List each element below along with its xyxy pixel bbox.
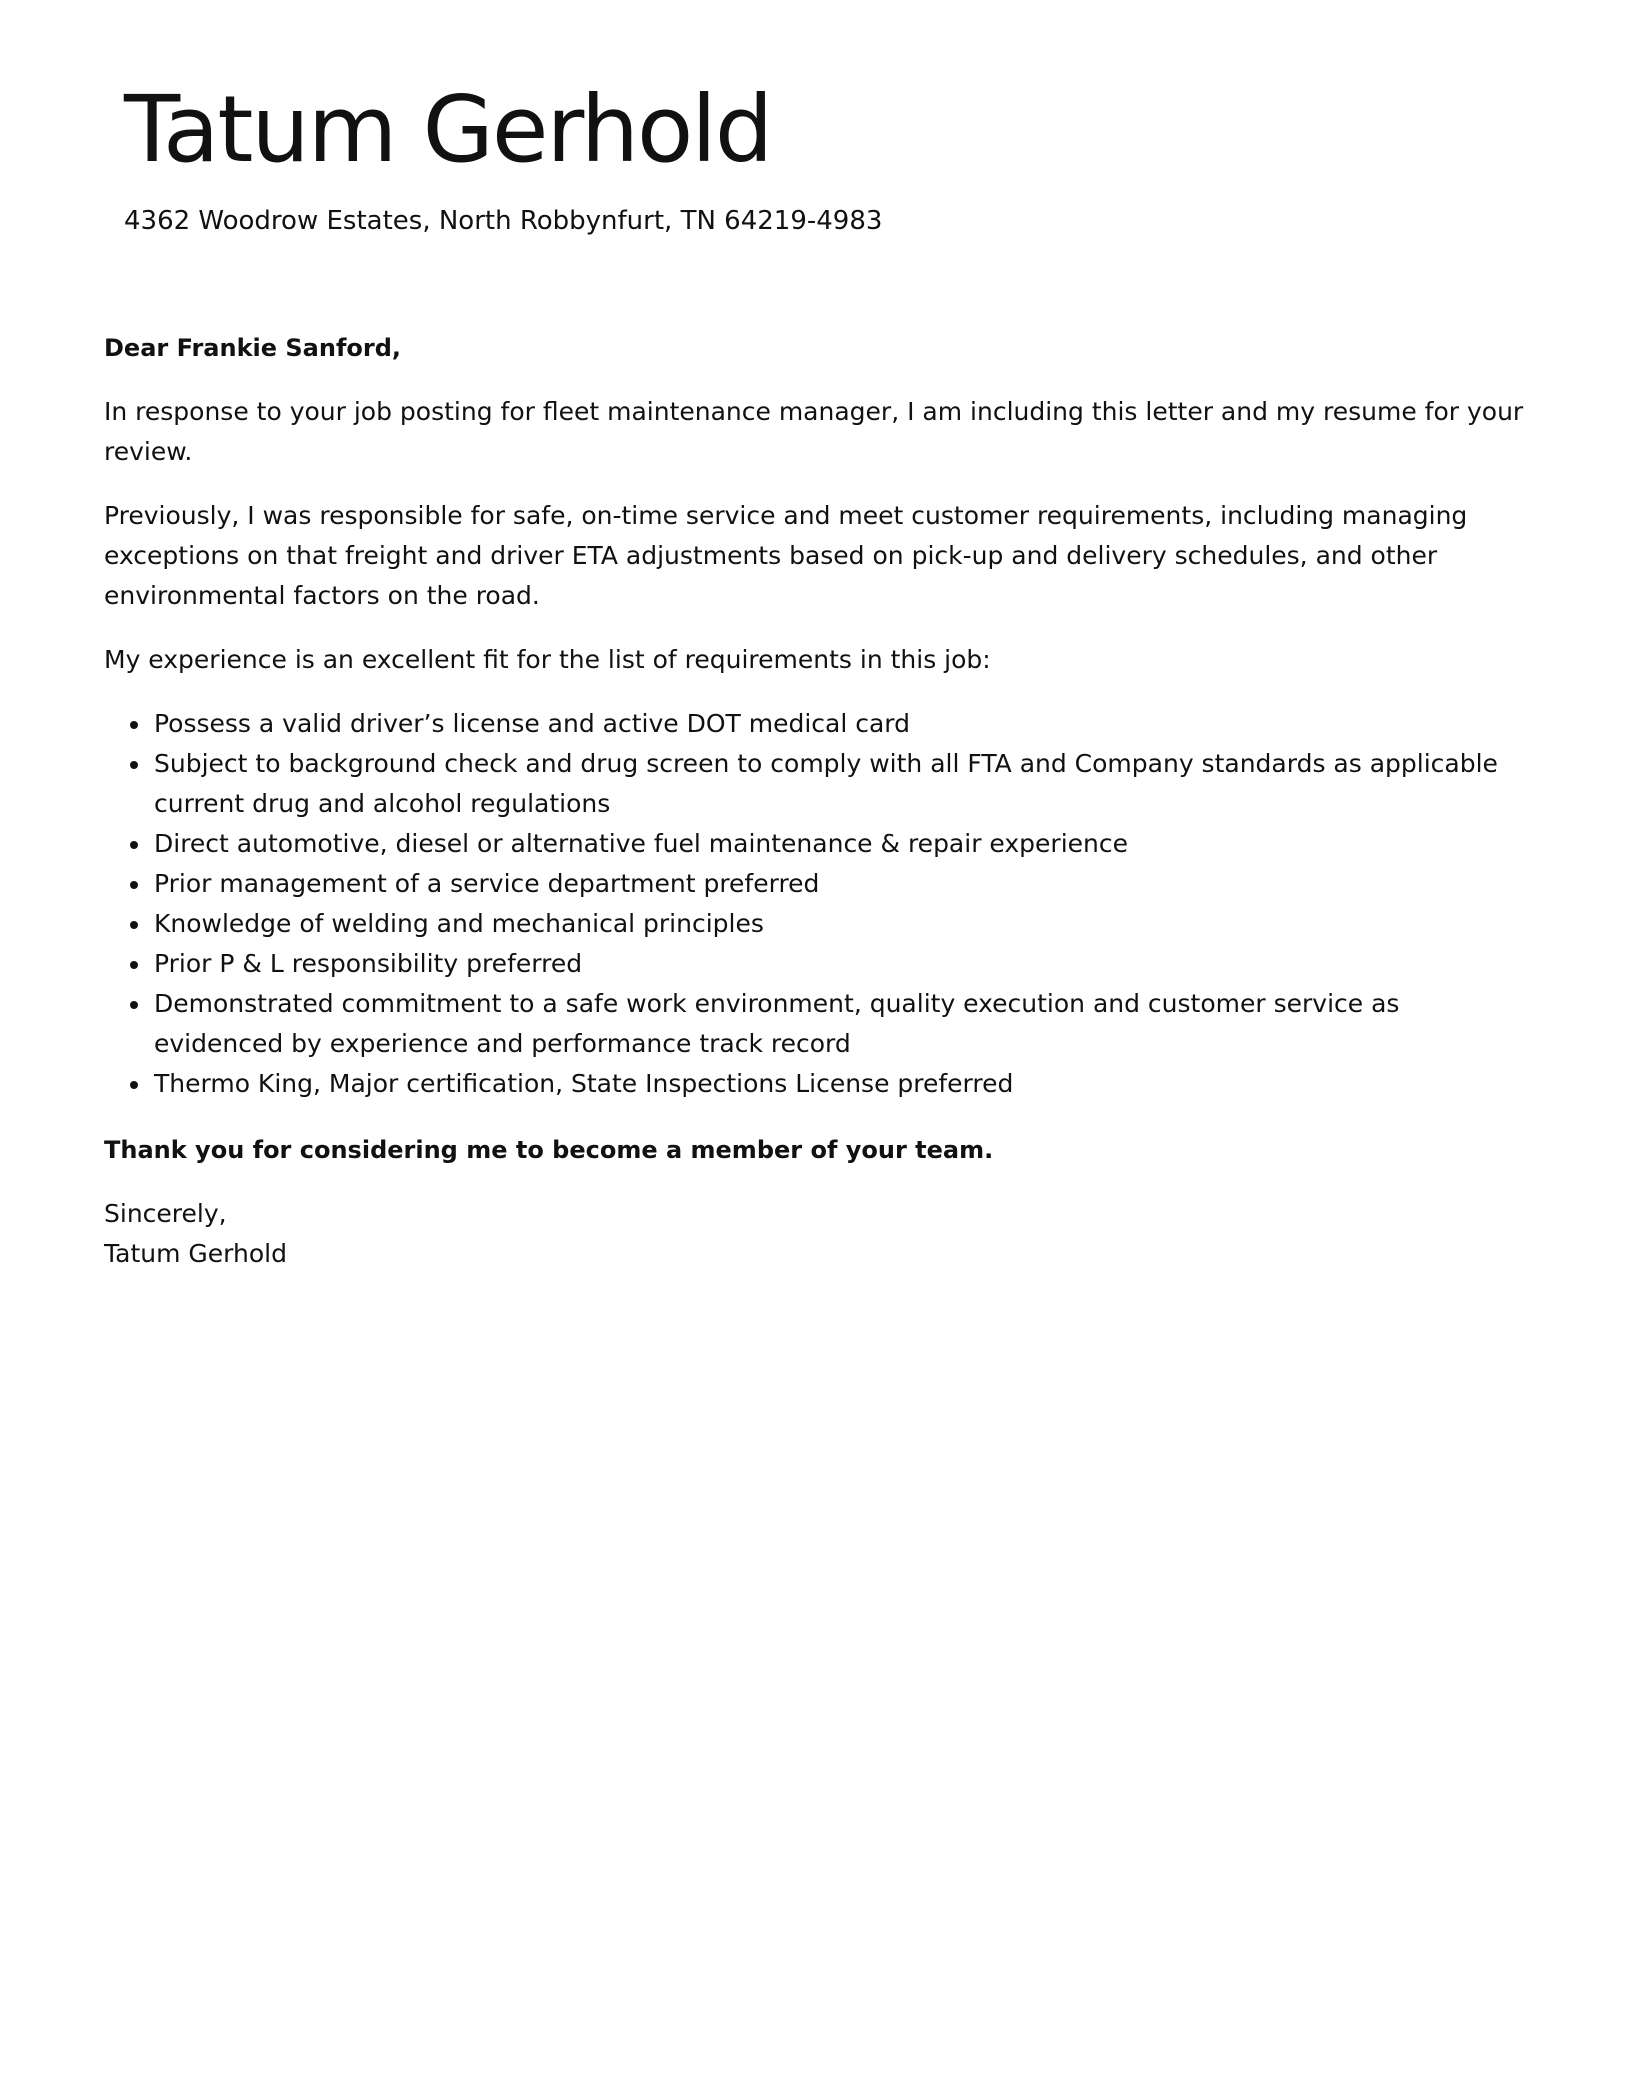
requirements-list [104,704,1524,1104]
list-item: • Direct automotive, diesel or alternative fuel maintenance & repair experience [152,824,1524,864]
letter-body [104,328,1524,1274]
experience-paragraph: Previously, I was responsible for safe, on-time service and meet customer requirements, including managing exceptions on that freight and driver ETA adjustments based on pick-up and delivery schedules, and other environmental factors on the road. [104,501,1468,610]
closing-paragraph: Thank you for considering me to become a member of your team. [104,1136,994,1164]
signature: Tatum Gerhold [104,1239,287,1268]
letter-header [124,70,1524,238]
signoff-block [104,1194,1524,1274]
applicant-address: 4362 Woodrow Estates, North Robbynfurt, TN 64219-4983 [124,206,883,236]
list-item: • Thermo King, Major certification, State Inspections License preferred [152,1064,1524,1104]
intro-paragraph: In response to your job posting for fleet maintenance manager, I am including this letter and my resume for your review. [104,397,1524,466]
applicant-name: Tatum Gerhold [124,76,772,183]
list-item: • Prior P & L responsibility preferred [152,944,1524,984]
list-item: • Possess a valid driver’s license and active DOT medical card [152,704,1524,744]
signoff: Sincerely, [104,1199,227,1228]
list-item: • Subject to background check and drug screen to comply with all FTA and Company standards as applicable current drug and alcohol regulations [152,744,1524,824]
list-item: • Demonstrated commitment to a safe work environment, quality execution and customer service as evidenced by experience and performance track record [152,984,1524,1064]
salutation: Dear Frankie Sanford, [104,334,402,362]
fit-intro-paragraph: My experience is an excellent fit for the list of requirements in this job: [104,645,991,674]
list-item: • Prior management of a service department preferred [152,864,1524,904]
list-item: • Knowledge of welding and mechanical principles [152,904,1524,944]
